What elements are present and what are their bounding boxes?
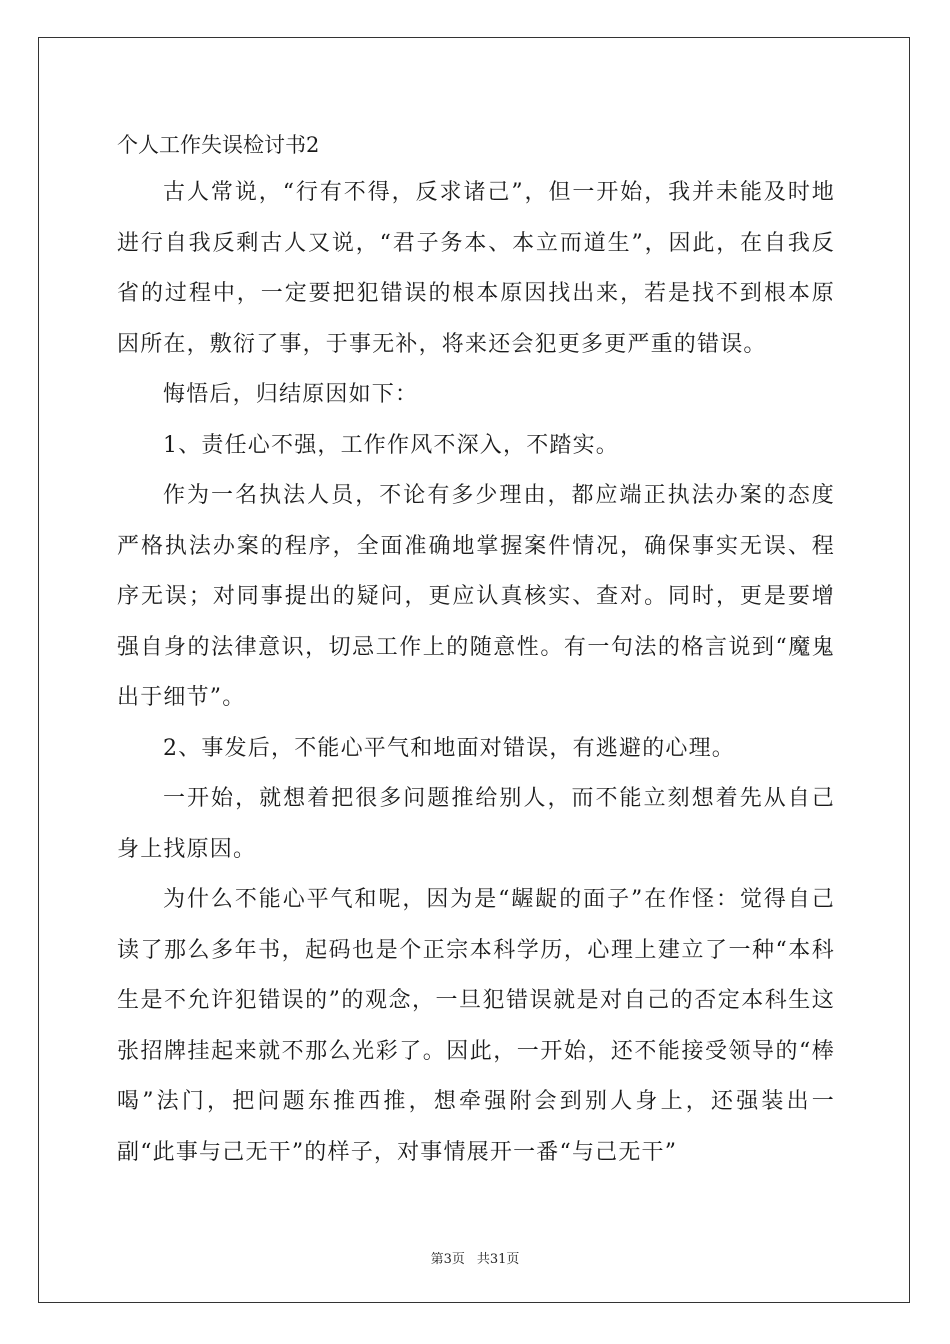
paragraph-3: 1、责任心不强，工作作风不深入，不踏实。 (163, 432, 619, 458)
document-body (117, 130, 835, 1178)
paragraph-2: 悔悟后，归结原因如下： (163, 382, 419, 407)
document-title: 个人工作失误检讨书2 (117, 133, 320, 157)
page-footer (0, 1248, 950, 1267)
paragraph-4: 作为一名执法人员，不论有多少理由，都应端正执法办案的态度严格执法办案的程序，全面准确地掌握案件情况，确保事实无误、程序无误；对同事提出的疑问，更应认真核实、查对。同时，更是要增强自身的法律意识，切忌工作上的随意性。有一句法的格言说到“魔鬼出于细节”。 (117, 483, 835, 710)
paragraph-1: 古人常说，“行有不得，反求诸己”，但一开始，我并未能及时地进行自我反剩古人又说，“君子务本、本立而道生”，因此，在自我反省的过程中，一定要把犯错误的根本原因找出来，若是找不到根本原因所在，敷衍了事，于事无补，将来还会犯更多更严重的错误。 (117, 180, 835, 357)
paragraph-6: 一开始，就想着把很多问题推给别人，而不能立刻想着先从自己身上找原因。 (117, 786, 835, 862)
paragraph-5: 2、事发后，不能心平气和地面对错误，有逃避的心理。 (163, 735, 735, 761)
paragraph-7: 为什么不能心平气和呢，因为是“龌龊的面子”在作怪：觉得自己读了那么多年书，起码也是个正宗本科学历，心理上建立了一种“本科生是不允许犯错误的”的观念，一旦犯错误就是对自己的否定本科生这张招牌挂起来就不那么光彩了。因此，一开始，还不能接受领导的“棒喝”法门，把问题东推西推，想牵强附会到别人身上，还强装出一副“此事与己无干”的样子，对事情展开一番“与己无干” (117, 887, 835, 1165)
page-number: 第3页 (430, 1252, 465, 1267)
page-total: 共31页 (476, 1252, 520, 1267)
